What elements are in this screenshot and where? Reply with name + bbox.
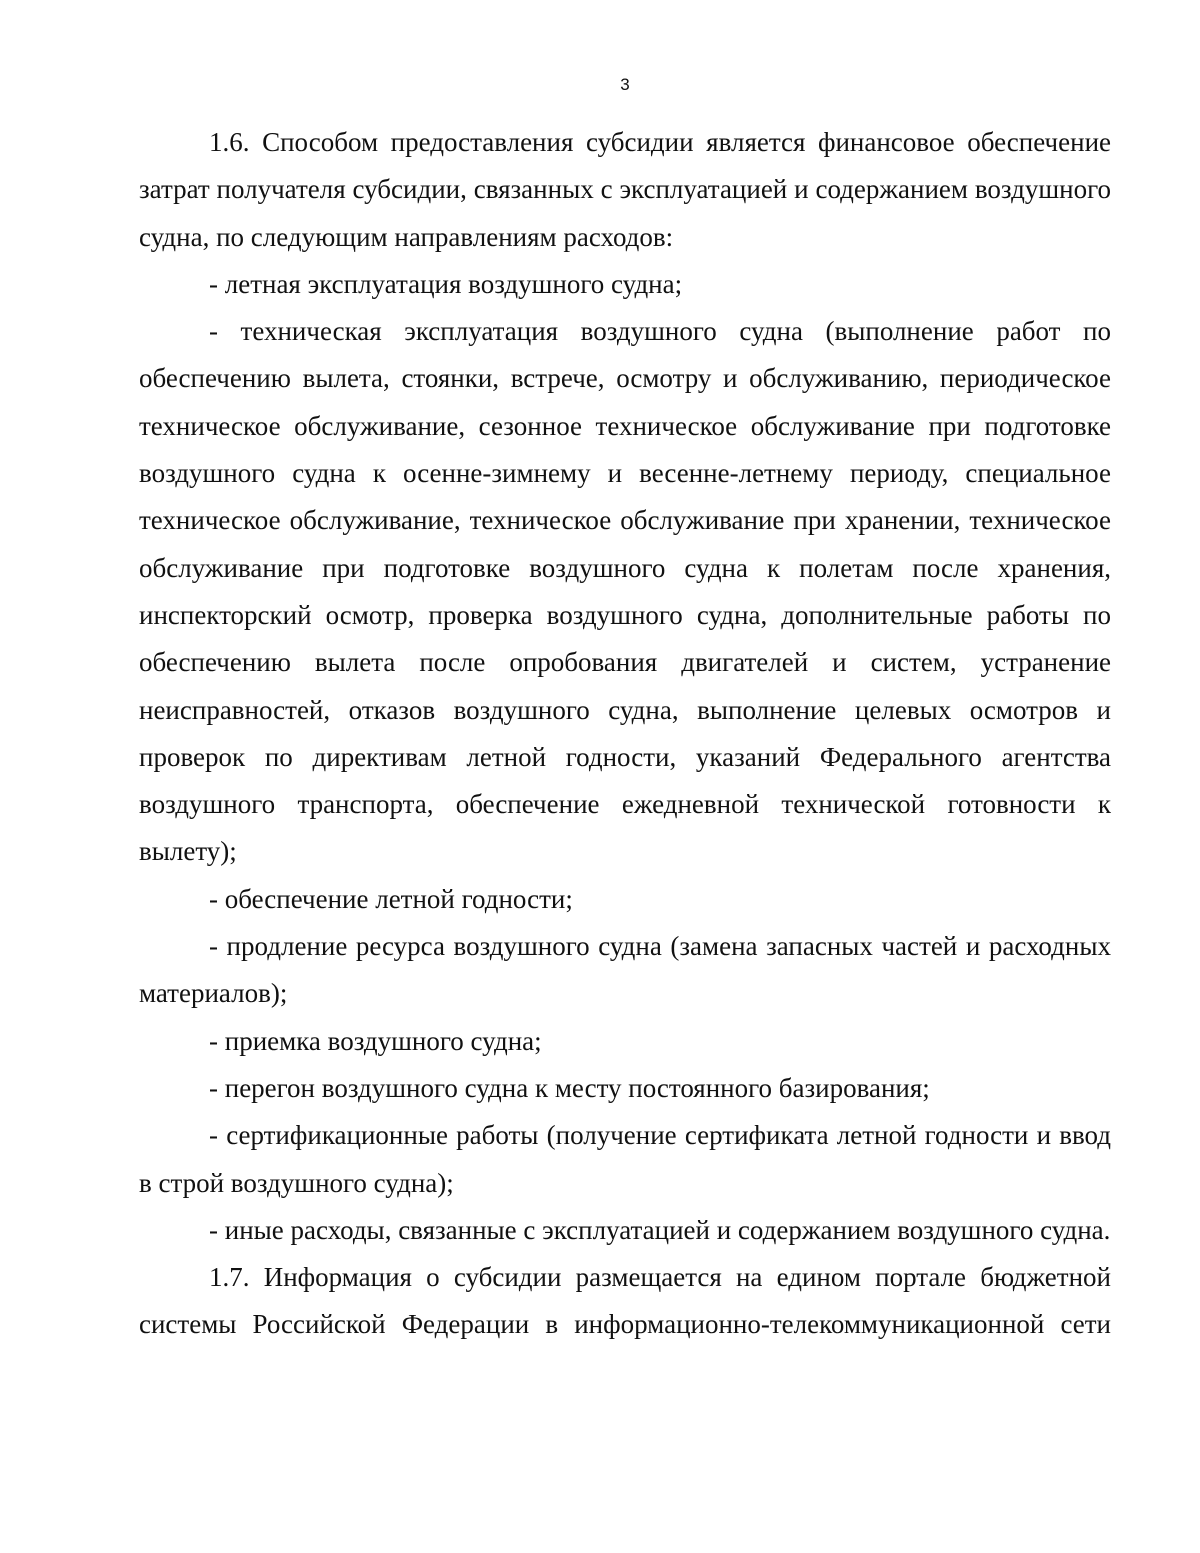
list-item-resource-extension: - продление ресурса воздушного судна (замена запасных частей и расходных материалов); [139,931,1111,1009]
paragraph-1-7: 1.7. Информация о субсидии размещается на едином портале бюджетной системы Российской Федерации в информационно-телекоммуникационной сети [139,1262,1111,1340]
list-item-airworthiness: - обеспечение летной годности; [209,883,573,914]
page-number: 3 [620,75,630,94]
list-item-acceptance: - приемка воздушного судна; [209,1025,542,1056]
paragraph-1-6: 1.6. Способом предоставления субсидии является финансовое обеспечение затрат получателя субсидии, связанных с эксплуатацией и содержанием воздушного судна, по следующим направлениям расходов: [139,127,1111,252]
list-item-certification: - сертификационные работы (получение сертификата летной годности и ввод в строй воздушного судна); [139,1120,1111,1198]
list-item-ferry-flight: - перегон воздушного судна к месту постоянного базирования; [209,1072,930,1103]
list-item-flight-operation: - летная эксплуатация воздушного судна; [209,268,683,299]
list-item-technical-operation: - техническая эксплуатация воздушного судна (выполнение работ по обеспечению вылета, стоянки, встрече, осмотру и обслуживанию, периодическое техническое обслуживание, сезонное техническое обслуживание при подготовке воздушного судна к осенне-зимнему и весенне-летнему периоду, специальное техническое обслуживание, техническое обслуживание при хранении, техническое обслуживание при подготовке воздушного судна к полетам после хранения, инспекторский осмотр, проверка воздушного судна, дополнительные работы по обеспечению вылета после опробования двигателей и систем, устранение неисправностей, отказов воздушного судна, выполнение целевых осмотров и проверок по директивам летной годности, указаний Федерального агентства воздушного транспорта, обеспечение ежедневной технической готовности к вылету); [139,316,1111,867]
list-item-other-expenses: - иные расходы, связанные с эксплуатацией и содержанием воздушного судна. [209,1214,1111,1245]
document-body [139,119,1111,1349]
